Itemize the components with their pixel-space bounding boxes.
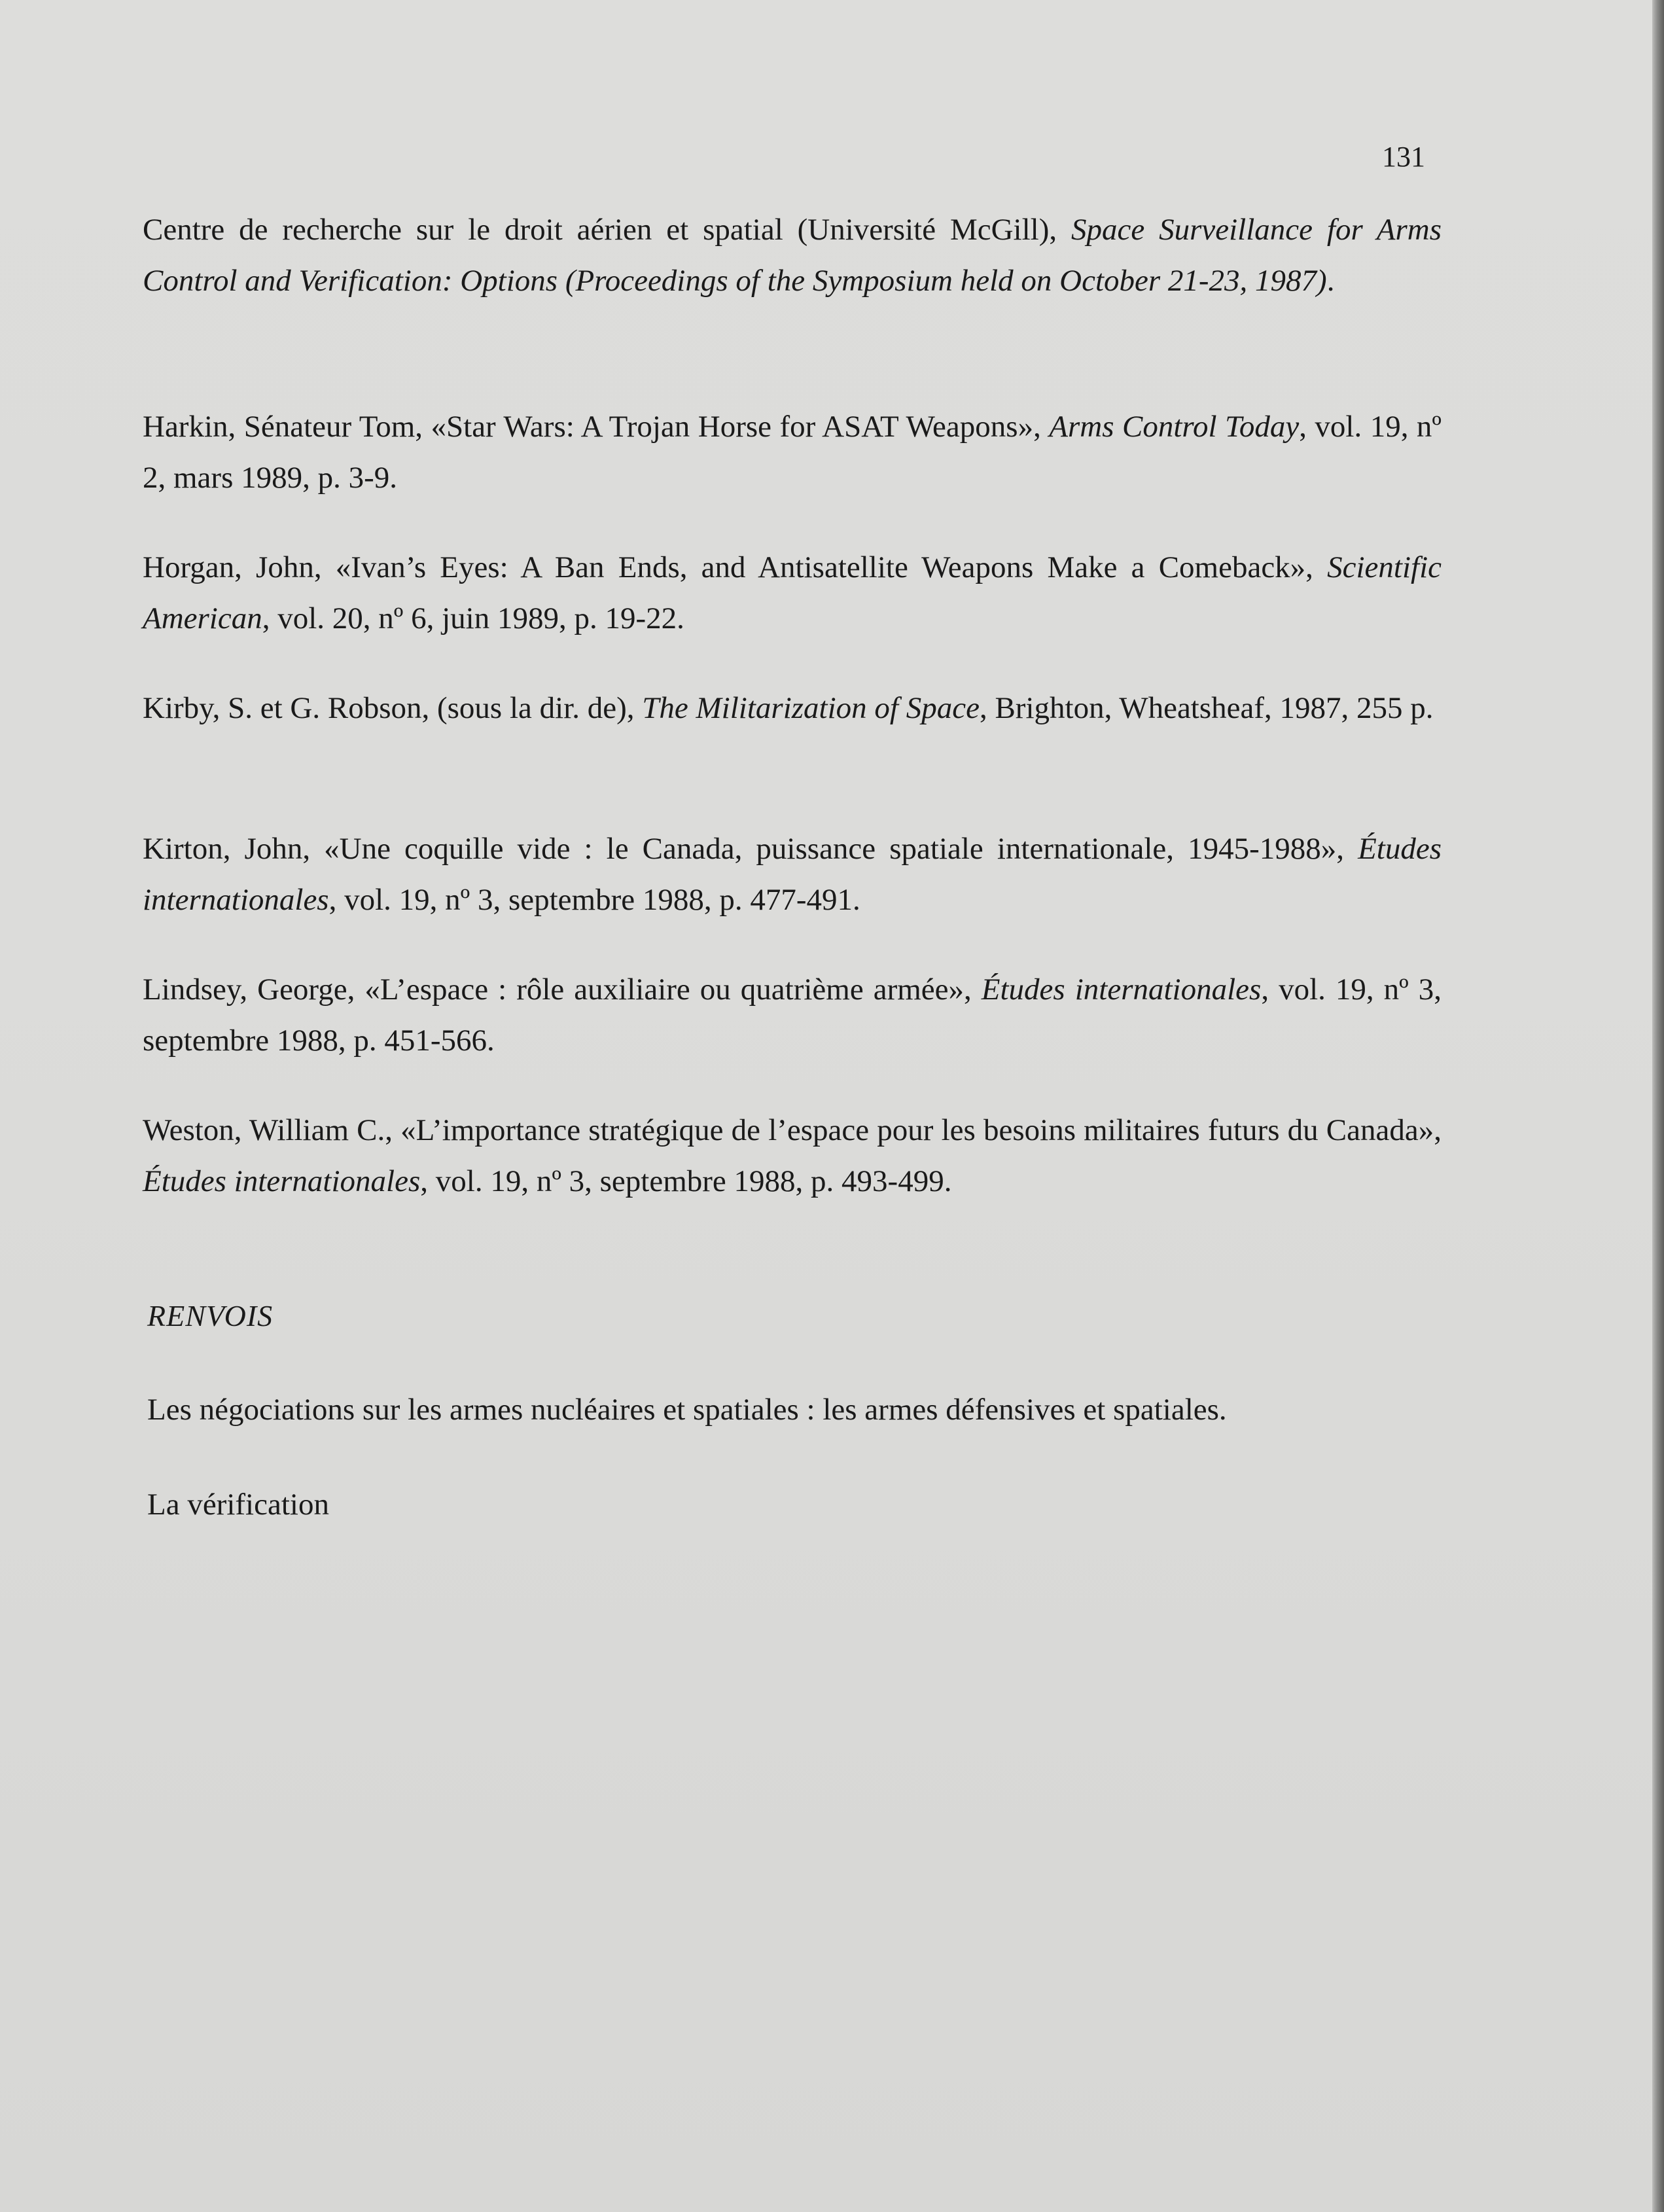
bibliography-entry — [143, 1105, 1442, 1207]
entry-title: Arms Control Today — [1049, 410, 1300, 444]
page-edge-shadow — [1652, 0, 1664, 2212]
entry-author: Weston, William C., «L’importance stratégique de l’espace pour les besoins militaires futurs du Canada», — [143, 1113, 1442, 1147]
bibliography-entry — [143, 683, 1442, 734]
entry-title: Space Surveillance for Arms Control and Verification: Options (Proceedings of the Symposium held on October 21-23, 1987) — [143, 213, 1442, 298]
entry-author: Kirton, John, «Une coquille vide : le Canada, puissance spatiale internationale, 1945-1988», — [143, 832, 1358, 866]
entry-title: Études internationales — [981, 972, 1262, 1007]
renvois-item: Les négociations sur les armes nucléaires et spatiales : les armes défensives et spatiales. — [147, 1393, 1227, 1427]
entry-details: , vol. 19, nº 3, septembre 1988, p. 493-499. — [420, 1164, 952, 1198]
bibliography-entry — [143, 823, 1442, 925]
entry-details: , vol. 20, nº 6, juin 1989, p. 19-22. — [262, 601, 684, 635]
bibliography-entry — [143, 542, 1442, 644]
entry-author: Harkin, Sénateur Tom, «Star Wars: A Trojan Horse for ASAT Weapons», — [143, 410, 1050, 444]
page-number: 131 — [1382, 141, 1425, 173]
entry-details: . — [1326, 264, 1335, 298]
entry-title: Scientific American — [143, 550, 1442, 635]
entry-details: , vol. 19, nº 3, septembre 1988, p. 477-491. — [328, 883, 860, 917]
bibliography-entry — [143, 964, 1442, 1066]
entry-title: The Militarization of Space — [642, 691, 980, 725]
renvois-heading: RENVOIS — [147, 1299, 274, 1332]
renvois-item: La vérification — [147, 1488, 329, 1522]
entry-author: Lindsey, George, «L’espace : rôle auxiliaire ou quatrième armée», — [143, 972, 982, 1007]
entry-title: Études internationales — [143, 832, 1442, 917]
bibliography-entry — [143, 204, 1442, 306]
entry-author: Horgan, John, «Ivan’s Eyes: A Ban Ends, and Antisatellite Weapons Make a Comeback», — [143, 550, 1328, 584]
entry-details: , vol. 19, nº 2, mars 1989, p. 3-9. — [143, 410, 1442, 495]
entry-details: , vol. 19, nº 3, septembre 1988, p. 451-566. — [143, 972, 1442, 1058]
entry-author: Kirby, S. et G. Robson, (sous la dir. de), — [143, 691, 643, 725]
entry-details: , Brighton, Wheatsheaf, 1987, 255 p. — [979, 691, 1434, 725]
entry-author: Centre de recherche sur le droit aérien et spatial (Université McGill), — [143, 213, 1071, 247]
bibliography-entry — [143, 401, 1442, 503]
entry-title: Études internationales — [143, 1164, 421, 1198]
